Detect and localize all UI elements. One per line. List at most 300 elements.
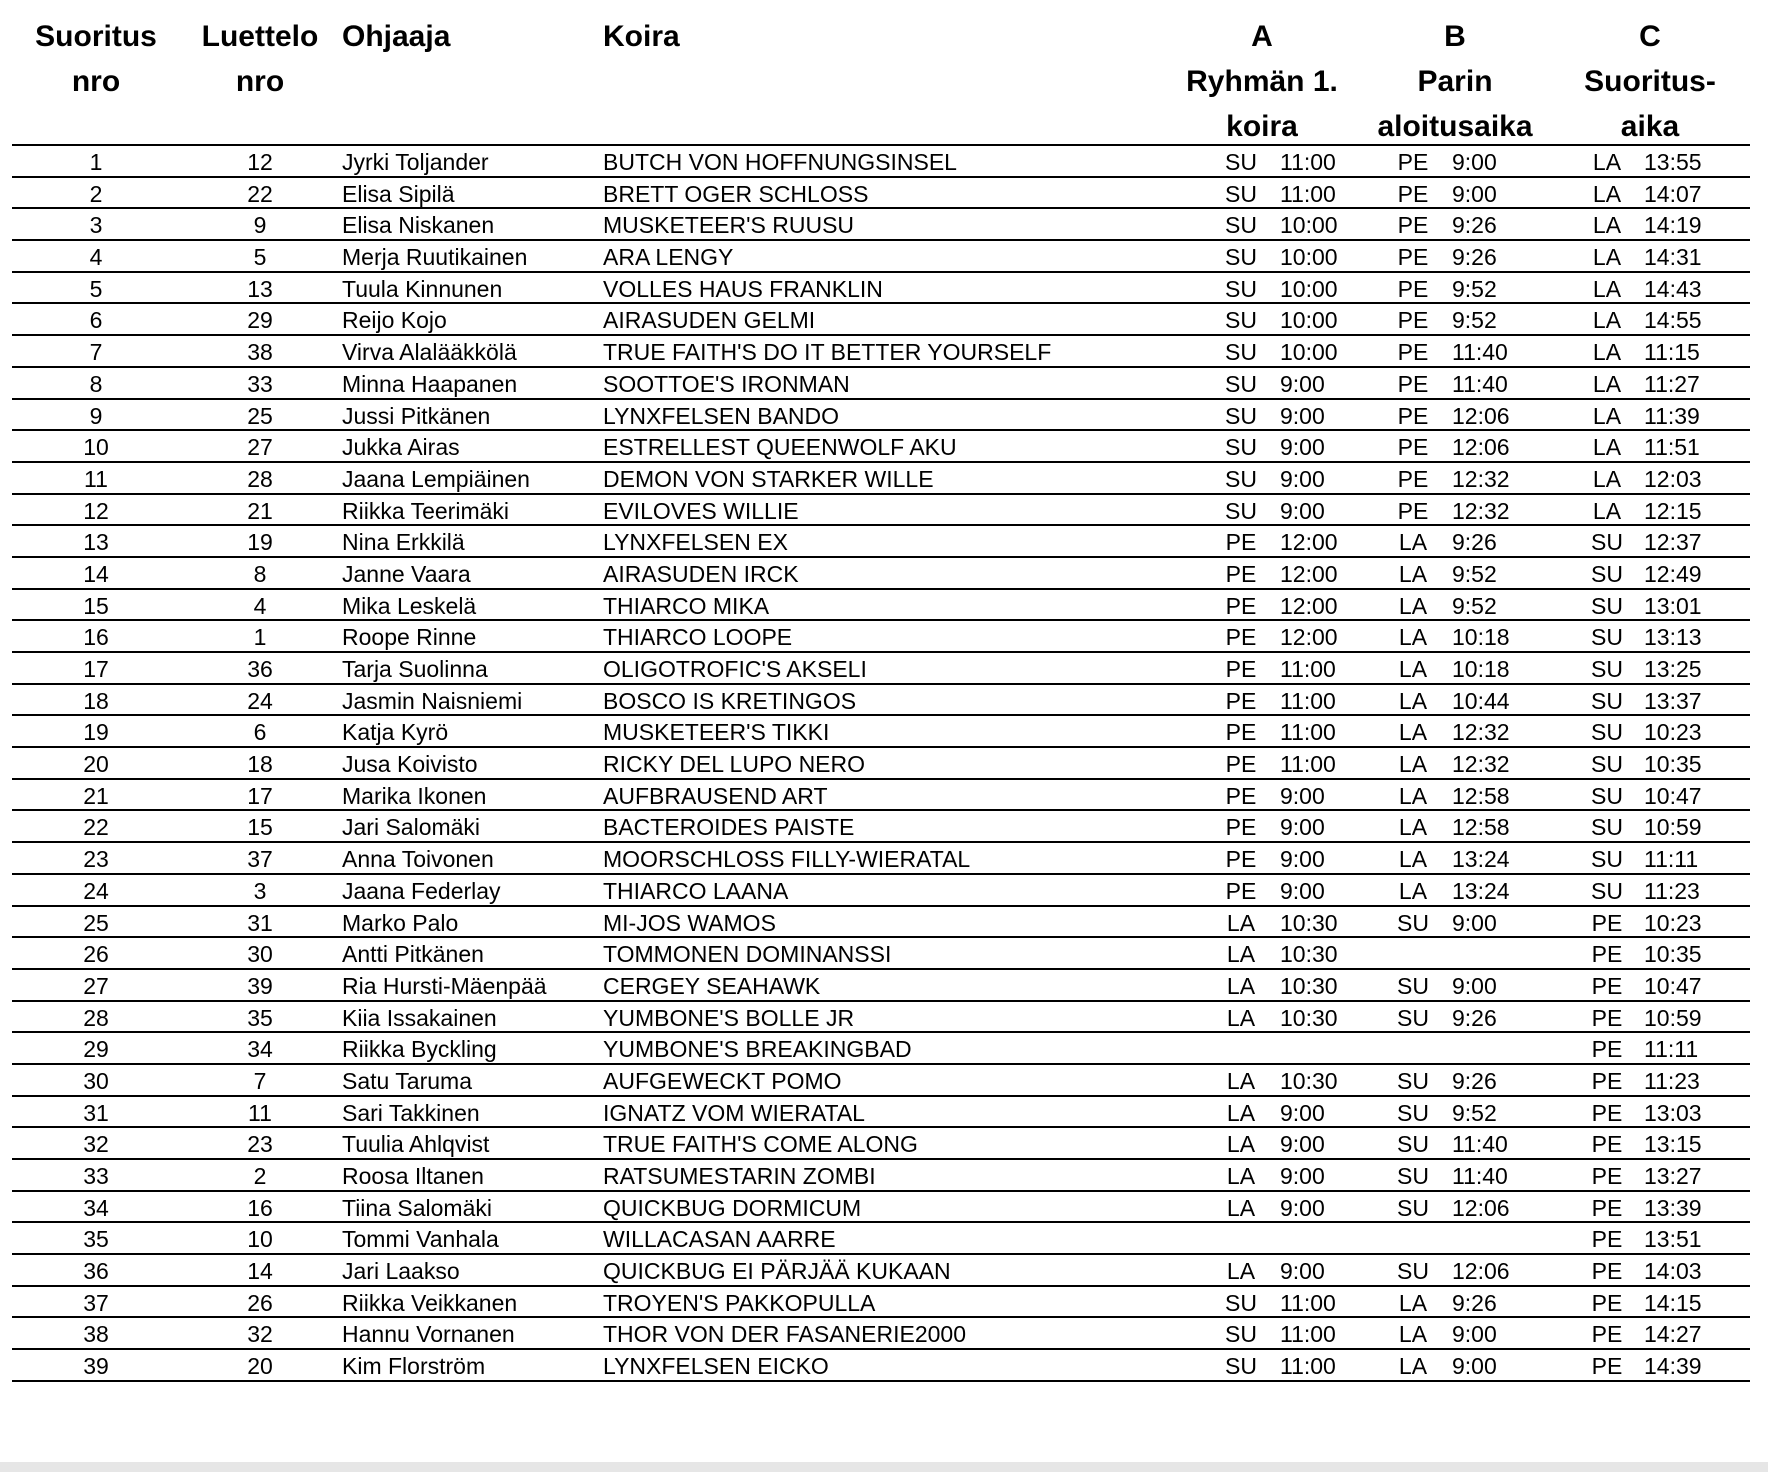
ohjaaja-cell: Mika Leskelä bbox=[342, 592, 477, 619]
b-day-cell: SU bbox=[1397, 1067, 1429, 1094]
koira-cell: RICKY DEL LUPO NERO bbox=[603, 751, 866, 778]
c-time-cell: 10:47 bbox=[1644, 782, 1702, 809]
c-day-cell: LA bbox=[1592, 465, 1622, 492]
c-time-cell: 14:27 bbox=[1644, 1321, 1702, 1348]
suoritus-nro-cell: 21 bbox=[83, 782, 109, 809]
c-time-cell: 14:55 bbox=[1644, 307, 1702, 334]
ohjaaja-cell: Jussi Pitkänen bbox=[342, 402, 491, 429]
header-suoritus-nro bbox=[12, 14, 180, 142]
table-row bbox=[12, 558, 1750, 590]
koira-cell: TROYEN'S PAKKOPULLA bbox=[603, 1289, 876, 1316]
c-time-cell: 13:51 bbox=[1644, 1226, 1702, 1253]
c-time-cell: 11:23 bbox=[1644, 1067, 1700, 1094]
suoritus-nro-cell: 24 bbox=[83, 877, 109, 904]
koira-cell: QUICKBUG EI PÄRJÄÄ KUKAAN bbox=[603, 1258, 951, 1285]
suoritus-nro-cell: 13 bbox=[83, 529, 109, 556]
suoritus-nro-cell: 20 bbox=[83, 751, 109, 778]
koira-cell: TRUE FAITH'S DO IT BETTER YOURSELF bbox=[603, 339, 1052, 366]
c-day-cell: PE bbox=[1591, 1067, 1623, 1094]
koira-cell: MI-JOS WAMOS bbox=[603, 909, 776, 936]
table-row bbox=[12, 1287, 1750, 1319]
koira-cell: OLIGOTROFIC'S AKSELI bbox=[603, 656, 867, 682]
b-time-cell: 9:00 bbox=[1452, 972, 1497, 999]
b-day-cell: SU bbox=[1397, 1099, 1429, 1126]
ohjaaja-cell: Hannu Vornanen bbox=[342, 1321, 515, 1348]
ohjaaja-cell: Jyrki Toljander bbox=[342, 149, 489, 175]
c-time-cell: 14:15 bbox=[1644, 1289, 1702, 1316]
a-day-cell: PE bbox=[1225, 656, 1257, 682]
a-time-cell: 9:00 bbox=[1280, 846, 1325, 873]
schedule-table-body bbox=[12, 146, 1750, 1382]
a-time-cell: 11:00 bbox=[1280, 656, 1336, 682]
header-luettelo-nro bbox=[180, 14, 340, 142]
koira-cell: BRETT OGER SCHLOSS bbox=[603, 180, 869, 207]
a-day-cell: LA bbox=[1226, 941, 1256, 968]
a-time-cell: 10:00 bbox=[1280, 307, 1338, 334]
a-time-cell: 9:00 bbox=[1280, 1258, 1325, 1285]
c-day-cell: SU bbox=[1591, 719, 1623, 746]
a-time-cell: 12:00 bbox=[1280, 529, 1338, 556]
a-time-cell: 9:00 bbox=[1280, 497, 1325, 524]
c-time-cell: 12:37 bbox=[1644, 529, 1702, 556]
ohjaaja-cell: Jasmin Naisniemi bbox=[342, 687, 523, 714]
luettelo-nro-cell: 30 bbox=[247, 941, 273, 968]
c-day-cell: PE bbox=[1591, 1289, 1623, 1316]
c-time-cell: 11:11 bbox=[1644, 1036, 1699, 1063]
ohjaaja-cell: Jaana Lempiäinen bbox=[342, 465, 530, 492]
a-time-cell: 11:00 bbox=[1280, 1353, 1336, 1380]
b-day-cell: PE bbox=[1397, 149, 1429, 175]
c-time-cell: 13:03 bbox=[1644, 1099, 1702, 1126]
b-day-cell: LA bbox=[1398, 1289, 1428, 1316]
header-line: nro bbox=[235, 65, 285, 98]
table-row bbox=[12, 716, 1750, 748]
b-time-cell: 9:52 bbox=[1452, 1099, 1497, 1126]
c-time-cell: 11:11 bbox=[1644, 846, 1699, 873]
suoritus-nro-cell: 15 bbox=[83, 592, 109, 619]
b-day-cell: PE bbox=[1397, 434, 1429, 461]
koira-cell: AIRASUDEN GELMI bbox=[603, 307, 816, 334]
luettelo-nro-cell: 16 bbox=[247, 1194, 273, 1221]
table-row bbox=[12, 621, 1750, 653]
header-line: Parin bbox=[1417, 65, 1493, 98]
ohjaaja-cell: Marko Palo bbox=[342, 909, 459, 936]
ohjaaja-cell: Anna Toivonen bbox=[342, 846, 494, 873]
c-day-cell: LA bbox=[1592, 244, 1622, 271]
ohjaaja-cell: Riikka Byckling bbox=[342, 1036, 497, 1063]
koira-cell: LYNXFELSEN BANDO bbox=[603, 402, 840, 429]
ohjaaja-cell: Jari Laakso bbox=[342, 1258, 460, 1285]
koira-cell: THIARCO LOOPE bbox=[603, 624, 793, 651]
table-row bbox=[12, 1002, 1750, 1034]
c-day-cell: SU bbox=[1591, 687, 1623, 714]
a-day-cell: SU bbox=[1225, 1353, 1257, 1380]
a-time-cell: 11:00 bbox=[1280, 180, 1336, 207]
b-time-cell: 10:18 bbox=[1452, 624, 1510, 651]
koira-cell: CERGEY SEAHAWK bbox=[603, 972, 821, 999]
koira-cell: TOMMONEN DOMINANSSI bbox=[603, 941, 892, 968]
table-row bbox=[12, 1192, 1750, 1224]
ohjaaja-cell: Satu Taruma bbox=[342, 1067, 472, 1094]
a-time-cell: 10:30 bbox=[1280, 972, 1338, 999]
table-row bbox=[12, 970, 1750, 1002]
luettelo-nro-cell: 27 bbox=[247, 434, 273, 461]
a-time-cell: 11:00 bbox=[1280, 751, 1336, 778]
b-time-cell: 12:06 bbox=[1452, 1194, 1510, 1221]
a-time-cell: 11:00 bbox=[1280, 1321, 1336, 1348]
koira-cell: TRUE FAITH'S COME ALONG bbox=[603, 1131, 918, 1158]
luettelo-nro-cell: 13 bbox=[247, 275, 273, 302]
a-day-cell: SU bbox=[1225, 180, 1257, 207]
ohjaaja-cell: Tarja Suolinna bbox=[342, 656, 488, 682]
c-day-cell: PE bbox=[1591, 1099, 1623, 1126]
b-time-cell: 13:24 bbox=[1452, 846, 1510, 873]
koira-cell: THIARCO LAANA bbox=[603, 877, 789, 904]
suoritus-nro-cell: 27 bbox=[83, 972, 109, 999]
c-time-cell: 14:07 bbox=[1644, 180, 1702, 207]
suoritus-nro-cell: 37 bbox=[83, 1289, 109, 1316]
ohjaaja-cell: Roosa Iltanen bbox=[342, 1163, 484, 1189]
a-time-cell: 9:00 bbox=[1280, 402, 1325, 429]
c-time-cell: 13:25 bbox=[1644, 656, 1702, 682]
a-day-cell: PE bbox=[1225, 751, 1257, 778]
b-day-cell: SU bbox=[1397, 1004, 1429, 1031]
a-day-cell: SU bbox=[1225, 275, 1257, 302]
header-line: Luettelo bbox=[201, 20, 319, 53]
b-day-cell: PE bbox=[1397, 402, 1429, 429]
koira-cell: THIARCO MIKA bbox=[603, 592, 770, 619]
a-day-cell: PE bbox=[1225, 719, 1257, 746]
a-time-cell: 11:00 bbox=[1280, 719, 1336, 746]
b-day-cell: SU bbox=[1397, 1258, 1429, 1285]
header-line: Suoritus- bbox=[1584, 65, 1716, 98]
ohjaaja-cell: Merja Ruutikainen bbox=[342, 244, 528, 271]
luettelo-nro-cell: 35 bbox=[247, 1004, 273, 1031]
a-time-cell: 11:00 bbox=[1280, 149, 1336, 175]
ohjaaja-cell: Katja Kyrö bbox=[342, 719, 449, 746]
luettelo-nro-cell: 18 bbox=[247, 751, 273, 778]
a-day-cell: LA bbox=[1226, 1099, 1256, 1126]
luettelo-nro-cell: 29 bbox=[247, 307, 273, 334]
bottom-edge-band bbox=[0, 1462, 1768, 1472]
a-time-cell: 9:00 bbox=[1280, 814, 1325, 841]
header-line: koira bbox=[1226, 110, 1298, 143]
suoritus-nro-cell: 23 bbox=[83, 846, 109, 873]
c-day-cell: SU bbox=[1591, 782, 1623, 809]
table-row bbox=[12, 875, 1750, 907]
b-time-cell: 9:52 bbox=[1452, 307, 1497, 334]
suoritus-nro-cell: 35 bbox=[83, 1226, 109, 1253]
b-day-cell: LA bbox=[1398, 529, 1428, 556]
a-time-cell: 10:00 bbox=[1280, 212, 1338, 239]
suoritus-nro-cell: 36 bbox=[83, 1258, 109, 1285]
c-time-cell: 11:39 bbox=[1644, 402, 1700, 429]
koira-cell: LYNXFELSEN EX bbox=[603, 529, 788, 556]
luettelo-nro-cell: 21 bbox=[247, 497, 273, 524]
luettelo-nro-cell: 1 bbox=[253, 624, 267, 651]
a-time-cell: 10:00 bbox=[1280, 244, 1338, 271]
b-day-cell: PE bbox=[1397, 465, 1429, 492]
koira-cell: WILLACASAN AARRE bbox=[603, 1226, 836, 1253]
suoritus-nro-cell: 16 bbox=[83, 624, 109, 651]
b-day-cell: LA bbox=[1398, 687, 1428, 714]
table-row bbox=[12, 1318, 1750, 1350]
header-line: Ohjaaja bbox=[342, 20, 451, 53]
b-day-cell: PE bbox=[1397, 212, 1429, 239]
c-time-cell: 14:39 bbox=[1644, 1353, 1702, 1380]
koira-cell: YUMBONE'S BOLLE JR bbox=[603, 1004, 855, 1031]
a-time-cell: 9:00 bbox=[1280, 465, 1325, 492]
b-day-cell: PE bbox=[1397, 307, 1429, 334]
b-time-cell: 11:40 bbox=[1452, 1163, 1508, 1189]
koira-cell: MUSKETEER'S RUUSU bbox=[603, 212, 855, 239]
a-day-cell: PE bbox=[1225, 877, 1257, 904]
c-day-cell: SU bbox=[1591, 656, 1623, 682]
b-time-cell: 9:00 bbox=[1452, 149, 1497, 175]
b-day-cell: LA bbox=[1398, 1353, 1428, 1380]
c-day-cell: PE bbox=[1591, 1321, 1623, 1348]
a-day-cell: SU bbox=[1225, 149, 1257, 175]
c-day-cell: PE bbox=[1591, 941, 1623, 968]
luettelo-nro-cell: 36 bbox=[247, 656, 273, 682]
b-time-cell: 12:06 bbox=[1452, 1258, 1510, 1285]
luettelo-nro-cell: 8 bbox=[253, 560, 267, 587]
table-row bbox=[12, 907, 1750, 939]
a-time-cell: 10:30 bbox=[1280, 909, 1338, 936]
luettelo-nro-cell: 12 bbox=[247, 149, 273, 175]
ohjaaja-cell: Nina Erkkilä bbox=[342, 529, 465, 556]
suoritus-nro-cell: 26 bbox=[83, 941, 109, 968]
a-day-cell: LA bbox=[1226, 972, 1256, 999]
luettelo-nro-cell: 4 bbox=[253, 592, 267, 619]
table-row bbox=[12, 209, 1750, 241]
ohjaaja-cell: Kim Florström bbox=[342, 1353, 486, 1380]
suoritus-nro-cell: 29 bbox=[83, 1036, 109, 1063]
b-time-cell: 12:32 bbox=[1452, 751, 1510, 778]
table-row bbox=[12, 304, 1750, 336]
header-ohjaaja bbox=[342, 14, 582, 142]
b-day-cell: SU bbox=[1397, 1163, 1429, 1189]
header-line: nro bbox=[71, 65, 121, 98]
c-day-cell: SU bbox=[1591, 624, 1623, 651]
table-row bbox=[12, 368, 1750, 400]
c-day-cell: SU bbox=[1591, 814, 1623, 841]
suoritus-nro-cell: 9 bbox=[89, 402, 103, 429]
koira-cell: VOLLES HAUS FRANKLIN bbox=[603, 275, 883, 302]
suoritus-nro-cell: 38 bbox=[83, 1321, 109, 1348]
c-time-cell: 10:59 bbox=[1644, 814, 1702, 841]
table-row bbox=[12, 843, 1750, 875]
b-time-cell: 11:40 bbox=[1452, 339, 1508, 366]
koira-cell: YUMBONE'S BREAKINGBAD bbox=[603, 1036, 912, 1063]
b-day-cell: PE bbox=[1397, 339, 1429, 366]
luettelo-nro-cell: 38 bbox=[247, 339, 273, 366]
ohjaaja-cell: Janne Vaara bbox=[342, 560, 471, 587]
a-day-cell: PE bbox=[1225, 846, 1257, 873]
suoritus-nro-cell: 34 bbox=[83, 1194, 109, 1221]
table-row bbox=[12, 241, 1750, 273]
koira-cell: EVILOVES WILLIE bbox=[603, 497, 799, 524]
c-day-cell: PE bbox=[1591, 1163, 1623, 1189]
c-day-cell: LA bbox=[1592, 212, 1622, 239]
c-time-cell: 10:23 bbox=[1644, 909, 1702, 936]
table-row bbox=[12, 1065, 1750, 1097]
b-time-cell: 12:32 bbox=[1452, 719, 1510, 746]
ohjaaja-cell: Tommi Vanhala bbox=[342, 1226, 499, 1253]
c-day-cell: LA bbox=[1592, 402, 1622, 429]
table-row bbox=[12, 1128, 1750, 1160]
ohjaaja-cell: Kiia Issakainen bbox=[342, 1004, 497, 1031]
table-row bbox=[12, 1223, 1750, 1255]
a-day-cell: SU bbox=[1225, 244, 1257, 271]
suoritus-nro-cell: 8 bbox=[89, 370, 103, 397]
b-day-cell: PE bbox=[1397, 180, 1429, 207]
a-time-cell: 9:00 bbox=[1280, 782, 1325, 809]
header-line: Suoritus bbox=[35, 20, 157, 53]
b-time-cell: 9:52 bbox=[1452, 560, 1497, 587]
table-row bbox=[12, 780, 1750, 812]
table-row bbox=[12, 495, 1750, 527]
c-day-cell: PE bbox=[1591, 1258, 1623, 1285]
c-day-cell: SU bbox=[1591, 560, 1623, 587]
table-row bbox=[12, 431, 1750, 463]
suoritus-nro-cell: 11 bbox=[84, 465, 108, 492]
c-time-cell: 13:55 bbox=[1644, 149, 1702, 175]
ohjaaja-cell: Jaana Federlay bbox=[342, 877, 501, 904]
a-day-cell: SU bbox=[1225, 402, 1257, 429]
table-row bbox=[12, 526, 1750, 558]
a-time-cell: 9:00 bbox=[1280, 1099, 1325, 1126]
luettelo-nro-cell: 20 bbox=[247, 1353, 273, 1380]
b-day-cell: SU bbox=[1397, 909, 1429, 936]
luettelo-nro-cell: 3 bbox=[253, 877, 267, 904]
b-time-cell: 10:18 bbox=[1452, 656, 1510, 682]
luettelo-nro-cell: 10 bbox=[247, 1226, 273, 1253]
c-day-cell: LA bbox=[1592, 370, 1622, 397]
ohjaaja-cell: Jusa Koivisto bbox=[342, 751, 478, 778]
header-line: Koira bbox=[603, 20, 680, 53]
c-day-cell: LA bbox=[1592, 497, 1622, 524]
luettelo-nro-cell: 15 bbox=[247, 814, 273, 841]
b-day-cell: PE bbox=[1397, 275, 1429, 302]
b-day-cell: LA bbox=[1398, 782, 1428, 809]
luettelo-nro-cell: 5 bbox=[253, 244, 267, 271]
luettelo-nro-cell: 14 bbox=[247, 1258, 273, 1285]
suoritus-nro-cell: 10 bbox=[83, 434, 109, 461]
b-time-cell: 11:40 bbox=[1452, 370, 1508, 397]
ohjaaja-cell: Virva Alalääkkölä bbox=[342, 339, 517, 366]
a-time-cell: 10:00 bbox=[1280, 275, 1338, 302]
a-day-cell: SU bbox=[1225, 1289, 1257, 1316]
a-day-cell: SU bbox=[1225, 339, 1257, 366]
luettelo-nro-cell: 22 bbox=[247, 180, 273, 207]
luettelo-nro-cell: 6 bbox=[253, 719, 267, 746]
table-row bbox=[12, 273, 1750, 305]
table-row bbox=[12, 1033, 1750, 1065]
a-day-cell: PE bbox=[1225, 624, 1257, 651]
luettelo-nro-cell: 25 bbox=[247, 402, 273, 429]
a-day-cell: LA bbox=[1226, 1004, 1256, 1031]
b-time-cell: 12:06 bbox=[1452, 434, 1510, 461]
c-time-cell: 14:03 bbox=[1644, 1258, 1702, 1285]
koira-cell: AIRASUDEN IRCK bbox=[603, 560, 799, 587]
b-time-cell: 9:26 bbox=[1452, 1004, 1497, 1031]
b-time-cell: 9:52 bbox=[1452, 592, 1497, 619]
b-day-cell: LA bbox=[1398, 656, 1428, 682]
b-time-cell: 12:32 bbox=[1452, 497, 1510, 524]
ohjaaja-cell: Minna Haapanen bbox=[342, 370, 518, 397]
a-day-cell: SU bbox=[1225, 212, 1257, 239]
b-day-cell: LA bbox=[1398, 560, 1428, 587]
b-day-cell: LA bbox=[1398, 751, 1428, 778]
ohjaaja-cell: Sari Takkinen bbox=[342, 1099, 480, 1126]
luettelo-nro-cell: 32 bbox=[247, 1321, 273, 1348]
b-day-cell: SU bbox=[1397, 1131, 1429, 1158]
c-day-cell: SU bbox=[1591, 846, 1623, 873]
b-time-cell: 9:26 bbox=[1452, 1067, 1497, 1094]
a-time-cell: 11:00 bbox=[1280, 687, 1336, 714]
b-day-cell: LA bbox=[1398, 877, 1428, 904]
c-day-cell: PE bbox=[1591, 909, 1623, 936]
suoritus-nro-cell: 39 bbox=[83, 1353, 109, 1380]
header-b bbox=[1360, 14, 1550, 142]
c-time-cell: 14:31 bbox=[1644, 244, 1702, 271]
luettelo-nro-cell: 37 bbox=[247, 846, 273, 873]
suoritus-nro-cell: 3 bbox=[89, 212, 103, 239]
c-day-cell: SU bbox=[1591, 877, 1623, 904]
suoritus-nro-cell: 12 bbox=[83, 497, 109, 524]
koira-cell: BOSCO IS KRETINGOS bbox=[603, 687, 857, 714]
b-time-cell: 9:00 bbox=[1452, 909, 1497, 936]
ohjaaja-cell: Elisa Niskanen bbox=[342, 212, 495, 239]
header-a bbox=[1172, 14, 1352, 142]
koira-cell: ARA LENGY bbox=[603, 244, 734, 271]
suoritus-nro-cell: 17 bbox=[83, 656, 109, 682]
c-day-cell: PE bbox=[1591, 1353, 1623, 1380]
c-day-cell: PE bbox=[1591, 1036, 1623, 1063]
b-time-cell: 9:26 bbox=[1452, 1289, 1497, 1316]
a-day-cell: PE bbox=[1225, 687, 1257, 714]
b-day-cell: LA bbox=[1398, 624, 1428, 651]
luettelo-nro-cell: 23 bbox=[247, 1131, 273, 1158]
header-line: A bbox=[1251, 20, 1273, 53]
a-time-cell: 9:00 bbox=[1280, 434, 1325, 461]
header-koira bbox=[603, 14, 1003, 142]
a-time-cell: 11:00 bbox=[1280, 1289, 1336, 1316]
a-time-cell: 10:30 bbox=[1280, 941, 1338, 968]
c-time-cell: 11:27 bbox=[1644, 370, 1700, 397]
suoritus-nro-cell: 18 bbox=[83, 687, 109, 714]
luettelo-nro-cell: 11 bbox=[248, 1099, 272, 1126]
b-time-cell: 10:44 bbox=[1452, 687, 1510, 714]
c-time-cell: 10:47 bbox=[1644, 972, 1702, 999]
c-day-cell: LA bbox=[1592, 275, 1622, 302]
c-time-cell: 13:15 bbox=[1644, 1131, 1702, 1158]
ohjaaja-cell: Marika Ikonen bbox=[342, 782, 487, 809]
table-row bbox=[12, 938, 1750, 970]
koira-cell: ESTRELLEST QUEENWOLF AKU bbox=[603, 434, 957, 461]
header-line: B bbox=[1444, 20, 1466, 53]
header-line: C bbox=[1639, 20, 1661, 53]
ohjaaja-cell: Roope Rinne bbox=[342, 624, 477, 651]
luettelo-nro-cell: 31 bbox=[247, 909, 273, 936]
table-row bbox=[12, 178, 1750, 210]
table-row bbox=[12, 590, 1750, 622]
c-day-cell: LA bbox=[1592, 307, 1622, 334]
luettelo-nro-cell: 33 bbox=[247, 370, 273, 397]
suoritus-nro-cell: 4 bbox=[89, 244, 103, 271]
a-time-cell: 9:00 bbox=[1280, 1194, 1325, 1221]
